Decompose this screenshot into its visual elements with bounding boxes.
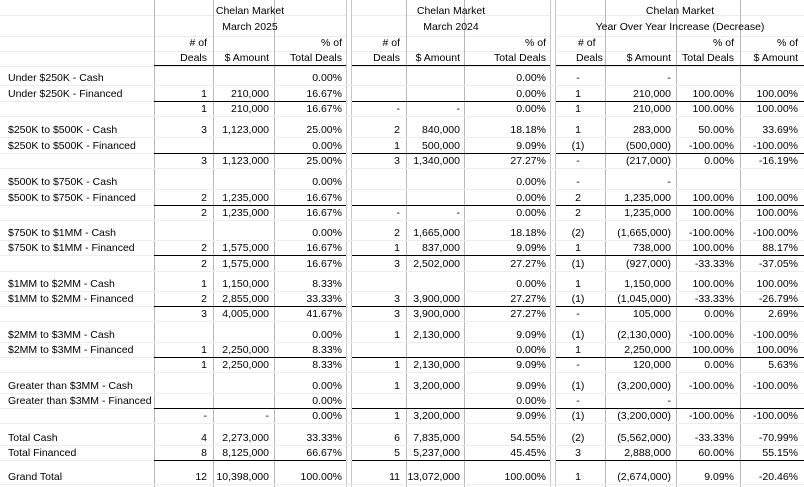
cell-deals-2025: 3	[201, 124, 207, 136]
subtotal-line	[154, 460, 346, 461]
cell-amount-2024: 1,665,000	[413, 227, 460, 239]
cell-amount-2024: -	[456, 103, 460, 115]
cell-pct-amount-yoy: -100.00%	[753, 140, 798, 152]
gridline	[0, 321, 804, 322]
cell-amount-2025: 1,235,000	[222, 192, 269, 204]
cell-amount-yoy: 2,250,000	[624, 344, 671, 356]
cell-deals-yoy: -	[576, 359, 580, 371]
cell-deals-2025: 1	[201, 359, 207, 371]
cell-pct-2024: 27.27%	[510, 258, 546, 270]
cell-pct-deals-yoy: 60.00%	[698, 447, 734, 459]
cell-pct-2025: 8.33%	[312, 278, 342, 290]
subtotal-line	[556, 255, 804, 256]
header-amount-2: $ Amount	[415, 52, 460, 64]
cell-pct-2025: 8.33%	[312, 344, 342, 356]
cell-pct-2024: 0.00%	[516, 395, 546, 407]
cell-deals-2025: 4	[201, 432, 207, 444]
cell-amount-2024: 840,000	[422, 124, 460, 136]
cell-deals-2025: 1	[201, 278, 207, 290]
cell-deals-2024: -	[396, 207, 400, 219]
cell-pct-2025: 0.00%	[312, 410, 342, 422]
cell-pct-2024: 9.09%	[516, 242, 546, 254]
header-deals-2: # of	[382, 37, 400, 49]
cell-amount-2024: 2,130,000	[413, 359, 460, 371]
cell-deals-2025: 3	[201, 155, 207, 167]
cell-pct-2024: 0.00%	[516, 72, 546, 84]
cell-amount-yoy: 1,235,000	[624, 207, 671, 219]
cell-pct-amount-yoy: -70.99%	[758, 432, 798, 444]
cell-pct-deals-yoy: -100.00%	[689, 380, 734, 392]
cell-deals-yoy: 2	[575, 207, 581, 219]
cell-pct-2024: 0.00%	[516, 88, 546, 100]
cell-deals-yoy: 1	[575, 278, 581, 290]
cell-deals-2024: 1	[394, 359, 400, 371]
cell-pct-2024: 9.09%	[516, 410, 546, 422]
cell-pct-2024: 9.09%	[516, 140, 546, 152]
cell-pct-2025: 0.00%	[312, 72, 342, 84]
cell-deals-yoy: (1)	[571, 258, 585, 270]
cell-deals-2025: -	[203, 410, 207, 422]
cell-pct-deals-yoy: 100.00%	[692, 242, 734, 254]
cell-pct-amount-yoy: -20.46%	[758, 471, 798, 483]
cell-pct-2024: 0.00%	[516, 103, 546, 115]
cell-deals-yoy: 1	[575, 242, 581, 254]
cell-deals-2024: 6	[394, 432, 400, 444]
cell-amount-yoy: (927,000)	[626, 258, 671, 270]
cell-deals-yoy: (1)	[571, 329, 585, 341]
cell-pct-deals-yoy: 100.00%	[692, 103, 734, 115]
cell-deals-2024: 5	[394, 447, 400, 459]
cell-deals-2024: 1	[394, 140, 400, 152]
cell-pct-amount-yoy: -16.19%	[758, 155, 798, 167]
cell-pct-deals-yoy: 100.00%	[692, 207, 734, 219]
cell-pct-2025: 16.67%	[306, 242, 342, 254]
cell-deals-2024: 3	[394, 155, 400, 167]
cell-deals-2024: 3	[394, 308, 400, 320]
header-underline	[556, 65, 804, 66]
header-deals-2b: Deals	[373, 52, 400, 64]
cell-deals-2025: 1	[201, 88, 207, 100]
period-3-title: Chelan Market	[645, 5, 715, 17]
cell-amount-2025: 2,855,000	[222, 293, 269, 305]
cell-amount-yoy: 738,000	[633, 242, 671, 254]
cell-pct-2025: 41.67%	[306, 308, 342, 320]
cell-pct-2025: 25.00%	[306, 155, 342, 167]
header-underline	[352, 65, 550, 66]
cell-pct-2024: 0.00%	[516, 192, 546, 204]
cell-deals-yoy: 1	[575, 88, 581, 100]
cell-deals-2025: 8	[201, 447, 207, 459]
cell-amount-yoy: -	[667, 72, 671, 84]
cell-pct-2024: 27.27%	[510, 308, 546, 320]
cell-deals-2025: 1	[201, 344, 207, 356]
row-label: Under $250K - Cash	[8, 72, 104, 84]
cell-amount-2025: 2,273,000	[222, 432, 269, 444]
cell-amount-2025: 2,250,000	[222, 344, 269, 356]
subtotal-line	[556, 460, 804, 461]
cell-pct-2025: 16.67%	[306, 88, 342, 100]
row-label: $2MM to $3MM - Cash	[8, 329, 115, 341]
gridline	[0, 66, 804, 67]
cell-deals-yoy: (2)	[571, 432, 585, 444]
cell-pct-2025: 16.67%	[306, 103, 342, 115]
cell-pct-2024: 0.00%	[516, 278, 546, 290]
cell-pct-2025: 8.33%	[312, 359, 342, 371]
cell-deals-2025: 3	[201, 308, 207, 320]
row-label: Grand Total	[8, 471, 63, 483]
cell-amount-yoy: 120,000	[633, 359, 671, 371]
cell-amount-2025: -	[265, 410, 269, 422]
cell-deals-yoy: -	[576, 155, 580, 167]
row-label: Greater than $3MM - Financed	[8, 395, 152, 407]
cell-pct-deals-yoy: 0.00%	[704, 155, 734, 167]
cell-deals-yoy: -	[576, 308, 580, 320]
row-label: $1MM to $2MM - Financed	[8, 293, 134, 305]
cell-amount-yoy: (3,200,000)	[617, 380, 671, 392]
cell-deals-yoy: (1)	[571, 140, 585, 152]
cell-pct-deals-yoy: 100.00%	[692, 88, 734, 100]
cell-pct-2024: 0.00%	[516, 344, 546, 356]
cell-deals-2025: 2	[201, 207, 207, 219]
cell-pct-amount-yoy: 55.15%	[762, 447, 798, 459]
cell-pct-2025: 0.00%	[312, 176, 342, 188]
cell-pct-amount-yoy: 5.63%	[768, 359, 798, 371]
gridline	[0, 220, 804, 221]
row-label: $250K to $500K - Financed	[8, 140, 136, 152]
cell-pct-deals-yoy: -100.00%	[689, 227, 734, 239]
row-label: $2MM to $3MM - Financed	[8, 344, 134, 356]
cell-deals-yoy: (1)	[571, 293, 585, 305]
cell-amount-2024: 837,000	[422, 242, 460, 254]
cell-pct-deals-yoy: -33.33%	[694, 258, 734, 270]
row-label: Under $250K - Financed	[8, 88, 123, 100]
cell-pct-2024: 18.18%	[510, 124, 546, 136]
gridline	[0, 423, 804, 424]
cell-pct-2025: 16.67%	[306, 192, 342, 204]
cell-pct-2025: 16.67%	[306, 207, 342, 219]
cell-deals-2024: 2	[394, 124, 400, 136]
cell-amount-yoy: 210,000	[633, 103, 671, 115]
cell-pct-2024: 0.00%	[516, 207, 546, 219]
cell-pct-2025: 33.33%	[306, 432, 342, 444]
row-label: $500K to $750K - Financed	[8, 192, 136, 204]
row-label: $1MM to $2MM - Cash	[8, 278, 115, 290]
cell-pct-amount-yoy: -100.00%	[753, 380, 798, 392]
cell-pct-deals-yoy: -33.33%	[694, 293, 734, 305]
cell-deals-2025: 2	[201, 192, 207, 204]
cell-pct-deals-yoy: 50.00%	[698, 124, 734, 136]
header-deals-3: # of	[578, 37, 596, 49]
cell-deals-2025: 1	[201, 103, 207, 115]
row-label: $250K to $500K - Cash	[8, 124, 118, 136]
cell-deals-2024: 1	[394, 329, 400, 341]
cell-pct-amount-yoy: 100.00%	[756, 278, 798, 290]
cell-deals-2025: 12	[195, 471, 207, 483]
cell-pct-2024: 0.00%	[516, 176, 546, 188]
cell-pct-2024: 45.45%	[510, 447, 546, 459]
header-yoy-amt: % of	[776, 37, 798, 49]
cell-pct-2025: 0.00%	[312, 329, 342, 341]
gridline	[0, 116, 804, 117]
cell-deals-2024: 2	[394, 227, 400, 239]
cell-deals-yoy: (1)	[571, 380, 585, 392]
cell-deals-yoy: 1	[575, 344, 581, 356]
cell-amount-yoy: 105,000	[633, 308, 671, 320]
row-label: $750K to $1MM - Financed	[8, 242, 135, 254]
cell-amount-yoy: 1,235,000	[624, 192, 671, 204]
cell-amount-yoy: -	[667, 176, 671, 188]
cell-amount-yoy: 210,000	[633, 88, 671, 100]
header-yoy-amtb: $ Amount	[753, 52, 798, 64]
cell-pct-2025: 16.67%	[306, 258, 342, 270]
cell-deals-2024: 11	[389, 471, 400, 483]
header-pct-3b: Total Deals	[682, 52, 734, 64]
period-2-title: Chelan Market	[416, 5, 486, 17]
cell-deals-2024: 3	[394, 293, 400, 305]
subtotal-line	[154, 255, 346, 256]
cell-pct-2024: 27.27%	[510, 155, 546, 167]
cell-deals-2024: 1	[394, 410, 400, 422]
cell-pct-amount-yoy: -100.00%	[753, 227, 798, 239]
cell-deals-yoy: 1	[575, 471, 581, 483]
row-label: Greater than $3MM - Cash	[8, 380, 133, 392]
row-label: $500K to $750K - Cash	[8, 176, 118, 188]
cell-pct-deals-yoy: -100.00%	[689, 410, 734, 422]
cell-amount-2024: 3,200,000	[413, 410, 460, 422]
header-deals-3b: Deals	[576, 52, 603, 64]
cell-amount-yoy: (2,130,000)	[617, 329, 671, 341]
gridline	[0, 372, 804, 373]
cell-pct-2025: 0.00%	[312, 227, 342, 239]
cell-amount-yoy: (2,674,000)	[617, 471, 671, 483]
period-2-date: March 2024	[423, 21, 479, 33]
cell-pct-2024: 27.27%	[510, 293, 546, 305]
cell-pct-amount-yoy: -100.00%	[753, 410, 798, 422]
cell-pct-deals-yoy: 0.00%	[704, 308, 734, 320]
subtotal-line	[352, 255, 550, 256]
cell-pct-2024: 54.55%	[510, 432, 546, 444]
cell-deals-yoy: 1	[575, 124, 581, 136]
cell-pct-deals-yoy: 9.09%	[704, 471, 734, 483]
cell-amount-yoy: (217,000)	[626, 155, 671, 167]
cell-deals-yoy: 2	[575, 192, 581, 204]
cell-amount-2024: 3,900,000	[413, 308, 460, 320]
cell-amount-2025: 210,000	[231, 88, 269, 100]
cell-amount-yoy: (5,562,000)	[617, 432, 671, 444]
cell-pct-deals-yoy: 100.00%	[692, 344, 734, 356]
cell-pct-2024: 9.09%	[516, 380, 546, 392]
cell-pct-2025: 25.00%	[306, 124, 342, 136]
cell-amount-2024: 13,072,000	[407, 471, 460, 483]
gridline	[0, 137, 804, 138]
cell-amount-2025: 1,575,000	[222, 258, 269, 270]
period-3-desc: Year Over Year Increase (Decrease)	[595, 21, 765, 33]
cell-pct-2024: 9.09%	[516, 329, 546, 341]
cell-deals-2025: 2	[201, 293, 207, 305]
cell-amount-yoy: (500,000)	[626, 140, 671, 152]
cell-pct-amount-yoy: -37.05%	[758, 258, 798, 270]
cell-deals-yoy: 3	[575, 447, 581, 459]
cell-amount-yoy: (1,045,000)	[617, 293, 671, 305]
cell-deals-2025: 2	[201, 258, 207, 270]
cell-pct-2025: 66.67%	[306, 447, 342, 459]
cell-amount-yoy: (1,665,000)	[617, 227, 671, 239]
cell-pct-amount-yoy: 100.00%	[756, 88, 798, 100]
cell-deals-yoy: (1)	[571, 410, 585, 422]
cell-pct-deals-yoy: -100.00%	[689, 329, 734, 341]
cell-amount-yoy: 2,888,000	[624, 447, 671, 459]
gridline	[0, 271, 804, 272]
cell-deals-yoy: 1	[575, 103, 581, 115]
header-pct-2: % of	[524, 37, 546, 49]
cell-deals-yoy: -	[576, 72, 580, 84]
cell-amount-2025: 8,125,000	[222, 447, 269, 459]
cell-pct-amount-yoy: 33.69%	[762, 124, 798, 136]
cell-amount-2024: -	[456, 207, 460, 219]
cell-pct-2024: 18.18%	[510, 227, 546, 239]
cell-amount-2024: 2,502,000	[413, 258, 460, 270]
header-amount-1: $ Amount	[224, 52, 269, 64]
cell-amount-2025: 1,123,000	[222, 155, 269, 167]
cell-amount-2025: 1,123,000	[222, 124, 269, 136]
cell-amount-2025: 210,000	[231, 103, 269, 115]
cell-amount-2024: 2,130,000	[413, 329, 460, 341]
cell-pct-amount-yoy: 100.00%	[756, 207, 798, 219]
row-label: Total Financed	[8, 447, 77, 459]
cell-amount-yoy: (3,200,000)	[617, 410, 671, 422]
cell-amount-2025: 2,250,000	[222, 359, 269, 371]
cell-pct-amount-yoy: 88.17%	[762, 242, 798, 254]
cell-pct-amount-yoy: 100.00%	[756, 192, 798, 204]
cell-amount-2025: 1,150,000	[222, 278, 269, 290]
row-label: $750K to $1MM - Cash	[8, 227, 116, 239]
cell-amount-2025: 1,575,000	[222, 242, 269, 254]
cell-pct-2025: 100.00%	[300, 471, 342, 483]
cell-pct-deals-yoy: 100.00%	[692, 278, 734, 290]
cell-amount-2025: 10,398,000	[216, 471, 269, 483]
cell-pct-amount-yoy: 100.00%	[756, 344, 798, 356]
cell-amount-2024: 3,200,000	[413, 380, 460, 392]
cell-pct-2025: 0.00%	[312, 140, 342, 152]
cell-amount-yoy: 1,150,000	[624, 278, 671, 290]
cell-pct-amount-yoy: 2.69%	[768, 308, 798, 320]
cell-deals-yoy: -	[576, 176, 580, 188]
gridline	[0, 189, 804, 190]
header-deals-1b: Deals	[180, 52, 207, 64]
cell-amount-2025: 1,235,000	[222, 207, 269, 219]
cell-pct-amount-yoy: -100.00%	[753, 329, 798, 341]
cell-amount-2024: 1,340,000	[413, 155, 460, 167]
cell-deals-2024: -	[396, 103, 400, 115]
gridline	[0, 85, 804, 86]
row-label: Total Cash	[8, 432, 58, 444]
header-underline	[154, 65, 346, 66]
cell-pct-deals-yoy: 100.00%	[692, 192, 734, 204]
header-deals-1: # of	[189, 37, 207, 49]
cell-pct-2025: 33.33%	[306, 293, 342, 305]
cell-pct-2024: 9.09%	[516, 359, 546, 371]
period-1-title: Chelan Market	[215, 5, 285, 17]
cell-pct-2025: 0.00%	[312, 395, 342, 407]
cell-pct-2025: 0.00%	[312, 380, 342, 392]
header-amount-3: $ Amount	[626, 52, 671, 64]
cell-pct-amount-yoy: 100.00%	[756, 103, 798, 115]
cell-amount-2024: 5,237,000	[413, 447, 460, 459]
period-1-date: March 2025	[222, 21, 278, 33]
cell-deals-yoy: (2)	[571, 227, 585, 239]
cell-deals-2025: 2	[201, 242, 207, 254]
cell-pct-2024: 100.00%	[504, 471, 546, 483]
subtotal-line	[352, 460, 550, 461]
cell-deals-yoy: -	[576, 395, 580, 407]
header-pct-1b: Total Deals	[290, 52, 342, 64]
header-pct-1: % of	[320, 37, 342, 49]
cell-amount-yoy: -	[667, 395, 671, 407]
header-pct-3: % of	[712, 37, 734, 49]
cell-deals-2024: 1	[394, 242, 400, 254]
gridline	[0, 168, 804, 169]
cell-amount-2024: 500,000	[422, 140, 460, 152]
cell-pct-deals-yoy: 0.00%	[704, 359, 734, 371]
cell-pct-deals-yoy: -33.33%	[694, 432, 734, 444]
cell-deals-2024: 1	[394, 380, 400, 392]
cell-amount-2025: 4,005,000	[222, 308, 269, 320]
cell-amount-2024: 3,900,000	[413, 293, 460, 305]
cell-amount-yoy: 283,000	[633, 124, 671, 136]
cell-pct-amount-yoy: -26.79%	[758, 293, 798, 305]
gridline	[0, 484, 804, 485]
header-pct-2b: Total Deals	[494, 52, 546, 64]
cell-amount-2024: 7,835,000	[413, 432, 460, 444]
cell-pct-deals-yoy: -100.00%	[689, 140, 734, 152]
cell-deals-2024: 3	[394, 258, 400, 270]
